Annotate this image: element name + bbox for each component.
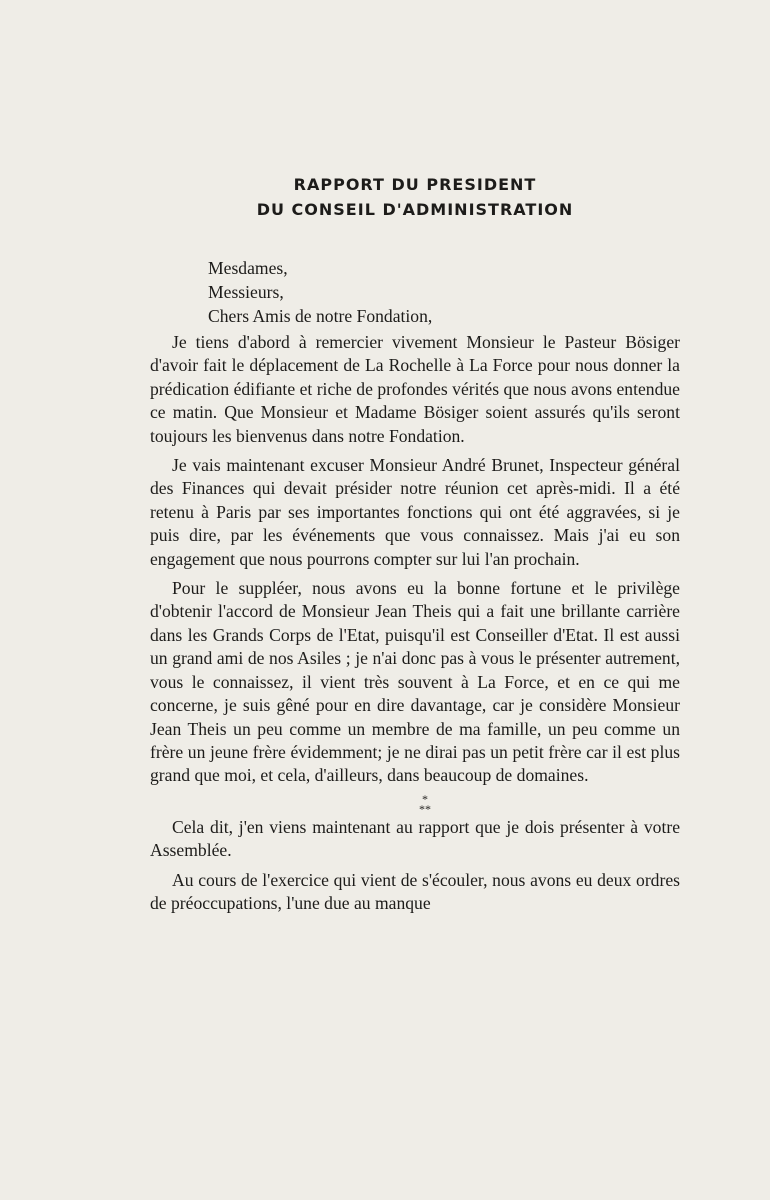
report-body <box>150 256 680 921</box>
separator-top: * <box>422 791 428 806</box>
title-line-2: DU CONSEIL D'ADMINISTRATION <box>256 200 574 219</box>
section-separator <box>150 791 680 816</box>
paragraph-exercise: Au cours de l'exercice qui vient de s'écouler, nous avons eu deux ordres de préoccupations, l'une due au manque <box>150 869 680 913</box>
paragraph-thanks: Je tiens d'abord à remercier vivement Monsieur le Pasteur Bösiger d'avoir fait le déplacement de La Rochelle à La Force pour nous donner la prédication édifiante et riche de profondes vérités que nous avons entendue ce matin. Que Monsieur et Madame Bösiger soient assurés qu'ils seront toujours les bienvenus dans notre Fondation. <box>150 332 680 446</box>
paragraph-excuse: Je vais maintenant excuser Monsieur André Brunet, Inspecteur général des Finances qui devait présider notre réunion cet après-midi. Il a été retenu à Paris par ses importantes fonctions qui ont été aggravées, si je puis dire, par les événements que vous connaissez. Mais j'ai eu son engagement que nous pourrons compter sur lui l'an prochain. <box>150 455 680 569</box>
title-line-1: RAPPORT DU PRESIDENT <box>293 175 537 194</box>
separator-bottom: ** <box>419 801 431 816</box>
paragraph-report-intro: Cela dit, j'en viens maintenant au rapport que je dois présenter à votre Assemblée. <box>150 816 680 861</box>
salutation-line-1: Mesdames, <box>208 258 288 278</box>
report-title <box>170 172 660 222</box>
salutation-line-2: Messieurs, <box>208 282 284 302</box>
salutation-line-3: Chers Amis de notre Fondation, <box>208 306 433 326</box>
paragraph-substitute: Pour le suppléer, nous avons eu la bonne fortune et le privilège d'obtenir l'accord de Monsieur Jean Theis qui a fait une brillante carrière dans les Grands Corps de l'Etat, puisqu'il est Conseiller d'Etat. Il est aussi un grand ami de nos Asiles ; je n'ai donc pas à vous le présenter autrement, vous le connaissez, il vient très souvent à La Force, et en ce qui me concerne, je suis gêné pour en dire davantage, car je considère Monsieur Jean Theis un peu comme un membre de ma famille, un peu comme un frère un jeune frère évidemment; je ne dirai pas un petit frère car il est plus grand que moi, et cela, d'ailleurs, dans beaucoup de domaines. <box>150 578 680 786</box>
salutation <box>208 256 680 328</box>
